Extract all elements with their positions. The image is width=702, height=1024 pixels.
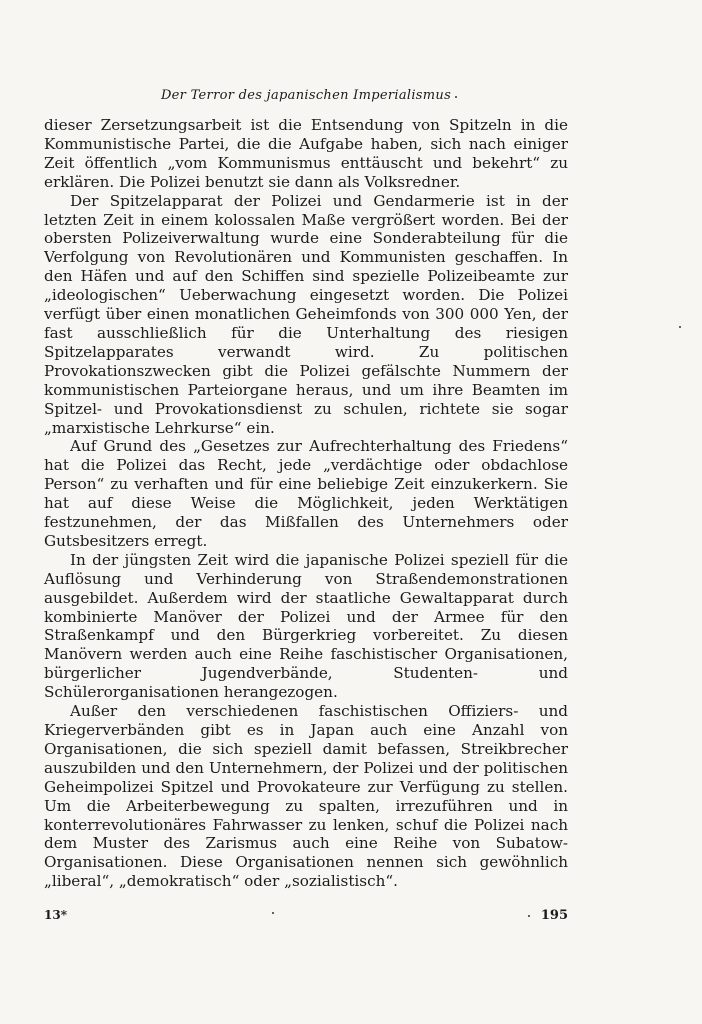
paragraph-2: Der Spitzelapparat der Polizei und Gendarmerie ist in der letzten Zeit in einem kolossalen Maße vergrößert worden. Bei der obersten Polizeiverwaltung wurde eine Sonderabteilung für die Verfolgung von Revolutionären und Kommunisten geschaffen. In den Häfen und auf den Schiffen sind spezielle Polizeibeamte zur „ideologischen“ Ueberwachung eingesetzt worden. Die Polizei verfügt über einen monatlichen Geheimfonds von 300 000 Yen, der fast ausschließlich für die Unterhaltung des riesigen Spitzelapparates verwandt wird. Zu politischen Provokationszwecken gibt die Polizei gefälschte Nummern der kommunistischen Parteiorgane heraus, und um ihre Beamten im Spitzel- und Provokationsdienst zu schulen, richtete sie sogar „marxistische Lehrkurse“ ein. xyxy=(44,191,568,437)
page-number: 195 xyxy=(540,908,568,923)
paragraph-4: In der jüngsten Zeit wird die japanische Polizei speziell für die Auflösung und Verhinderung von Straßendemonstrationen ausgebildet. Außerdem wird der staatliche Gewaltapparat durch kombinierte Manöver der Polizei und der Armee für den Straßenkampf und den Bürgerkrieg vorbereitet. Zu diesen Manövern werden auch eine Reihe faschistischer Organisationen, bürgerlicher Jugendverbände, Studenten- und Schülerorganisationen herangezogen. xyxy=(44,550,568,702)
paragraph-1: dieser Zersetzungsarbeit ist die Entsendung von Spitzeln in die Kommunistische Partei, die die Aufgabe haben, sich nach einiger Zeit öffentlich „vom Kommunismus enttäuscht und bekehrt“ zu erklären. Die Polizei benutzt sie dann als Volksredner. xyxy=(44,116,568,191)
print-speck xyxy=(455,96,457,98)
paragraph-3: Auf Grund des „Gesetzes zur Aufrechterhaltung des Friedens“ hat die Polizei das Recht, jede „verdächtige oder obdachlose Person“ zu verhaften und für eine beliebige Zeit einzukerkern. Sie hat auf diese Weise die Möglichkeit, jeden Werktätigen festzunehmen, der das Mißfallen des Unternehmers oder Gutsbesitzers erregt. xyxy=(44,437,568,550)
print-speck xyxy=(679,326,681,328)
signature-mark: 13* xyxy=(44,908,67,922)
print-speck xyxy=(272,912,274,914)
running-head: Der Terror des japanischen Imperialismus xyxy=(160,88,452,103)
paragraph-5: Außer den verschiedenen faschistischen Offiziers- und Kriegerverbänden gibt es in Japan auch eine Anzahl von Organisationen, die sich speziell damit befassen, Streikbrecher auszubilden und den Unternehmern, der Polizei und der politischen Geheimpolizei Spitzel und Provokateure zur Verfügung zu stellen. Um die Arbeiterbewegung zu spalten, irrezuführen und in konterrevolutionäres Fahrwasser zu lenken, schuf die Polizei nach dem Muster des Zarismus auch eine Reihe von Subatow-Organisationen. Diese Organisationen nennen sich gewöhnlich „liberal“, „demokratisch“ oder „sozialistisch“. xyxy=(44,702,568,891)
print-speck xyxy=(528,915,530,917)
body-text xyxy=(44,116,568,891)
